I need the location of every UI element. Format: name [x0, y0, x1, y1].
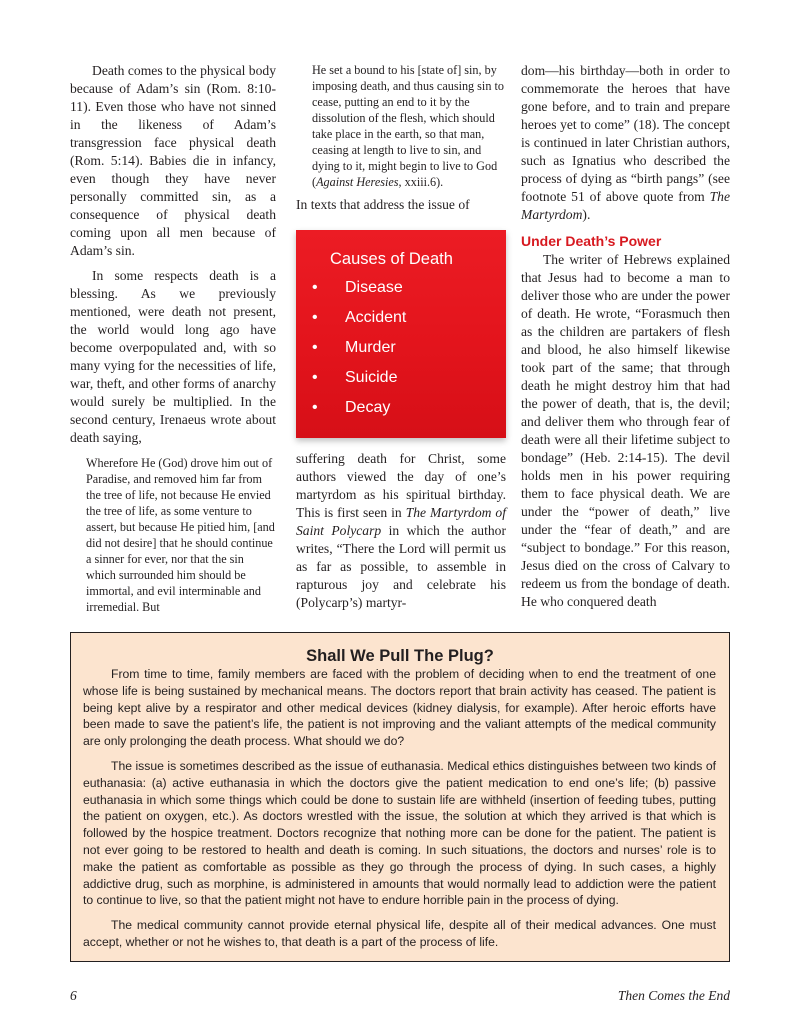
block-quote: Wherefore He (God) drove him out of Paradise, and removed him far from the tree of life, not because He envied the tree of life, as some venture to assert, but because He pitied him, [and did not desire] that he should continue a sinner for ever, nor that the sin which surrounded him should be immortal, and evil interminable and irremedial. But [86, 456, 275, 614]
callout-item: • Decay [312, 399, 391, 416]
sidebar-body [71, 666, 729, 951]
callout-item: • Accident [312, 309, 407, 326]
column-1 [70, 62, 276, 615]
section-heading: Under Death’s Power [521, 233, 662, 249]
body-paragraph: In some respects death is a blessing. As we previously mentioned, were death not present, the world would long ago have become overpopulated and, with so many vying for the necessities of life, war, theft, and other forms of anarchy would surely be multiplied. In the second century, Irenaeus wrote about death saying, [70, 268, 276, 445]
quote-reference: , xxiii.6). [398, 175, 444, 189]
quote-text: He set a bound to his [state of] sin, by imposing death, and thus causing sin to cease, putting an end to it by the dissolution of the flesh, which should take place in the earth, so that man, ceasing at length to live to sin, and dying to it, might begin to live to God ( [312, 63, 504, 189]
book-title: The Martyrdom [521, 189, 730, 222]
callout-item: • Murder [312, 339, 396, 356]
body-paragraph: In texts that address the issue of [296, 197, 470, 212]
callout-item: • Disease [312, 279, 403, 296]
causes-of-death-callout [296, 230, 506, 438]
column-2 [296, 62, 506, 612]
page-number: 6 [70, 988, 77, 1003]
running-footer-title: Then Comes the End [617, 988, 730, 1003]
pull-the-plug-sidebar [70, 632, 730, 962]
bullet-icon: • [312, 399, 318, 416]
book-title: The Martyrdom of Saint Polycarp [296, 505, 506, 538]
sidebar-paragraph: From time to time, family members are faced with the problem of deciding when to end the treatment of one whose life is being sustained by mechanical means. The doctors report that brain activity has ceased. The patient is being kept alive by a respirator and other medical devices (kidney dialysis, for example). After heroic efforts have been made to save the patient’s life, the patient is not improving and the valiant attempts of the medical community are only prolonging the death process. What should we do? [83, 667, 716, 749]
block-quote-continued [312, 62, 506, 190]
bullet-icon: • [312, 339, 318, 356]
bullet-icon: • [312, 309, 318, 326]
sidebar-paragraph: The issue is sometimes described as the issue of euthanasia. Medical ethics distinguishes between two kinds of euthanasia: (a) active euthanasia in which the doctors give the patient medication to end one’s life; (b) passive euthanasia in which some things which could be done to sustain life are withheld (insertion of feeding tubes, putting the patient on oxygen, etc.). As doctors wrestled with the issue, the solution at which they arrived is that which is followed by the hospice treatment. Doctors recognize that nothing more can be done for the patient. The patient is not ever going to be restored to health and death is coming. In such situations, the doctors and nurses’ role is to make the patient as comfortable as possible as they go through the process of dying. In such cases, a highly addictive drug, such as morphine, is administered in amounts that would normally lead to addiction were the patient to continue to live, so that the patient might not have to endure horrible pain in the process of dying. [83, 758, 716, 908]
body-paragraph: dom—his birthday—both in order to commemorate the heroes that have gone before, and to train and prepare heroes yet to come” (18). The concept is continued in later Christian authors, such as Ignatius who described the process of dying as “birth pangs” (see footnote 51 of above quote from The Martyrdom). [521, 63, 730, 222]
quote-source: Against Heresies [316, 175, 399, 189]
sidebar-paragraph: The medical community cannot provide eternal physical life, despite all of their medical advances. One must accept, whether or not he wishes to, that death is a part of the process of life. [83, 918, 716, 949]
callout-item: • Suicide [312, 369, 398, 386]
sidebar-title: Shall We Pull The Plug? [306, 647, 494, 665]
column-3 [521, 62, 730, 611]
bullet-icon: • [312, 369, 318, 386]
callout-title: Causes of Death [330, 250, 453, 268]
callout-list [312, 278, 406, 428]
body-paragraph: suffering death for Christ, some authors viewed the day of one’s martyrdom as his spiritual birthday. This is first seen in The Martyrdom of Saint Polycarp in which the author writes, “There the Lord will permit us as far as possible, to assemble in rapturous joy and celebrate his (Polycarp’s) martyr- [296, 451, 507, 610]
body-paragraph: Death comes to the physical body because of Adam’s sin (Rom. 8:10-11). Even those who have not sinned in the likeness of Adam’s transgression face physical death (Rom. 5:14). Babies die in infancy, even though they have never personally committed sin, as a consequence of physical death coming upon all men because of Adam’s sin. [70, 63, 276, 258]
body-paragraph: The writer of Hebrews explained that Jesus had to become a man to deliver those who are under the power of death. He wrote, “Forasmuch then as the children are partakers of flesh and blood, he also himself likewise took part of the same; that through death he might destroy him that had the power of death, that is, the devil; and deliver them who through fear of death were all their lifetime subject to bondage” (Heb. 2:14-15). The devil holds men in his power requiring them to face physical death. We are under the “power of death,” live under the “fear of death,” and are “subject to bondage.” For this reason, Jesus died on the cross of Calvary to redeem us from the bondage of death. He who conquered death [521, 252, 730, 609]
bullet-icon: • [312, 279, 318, 296]
